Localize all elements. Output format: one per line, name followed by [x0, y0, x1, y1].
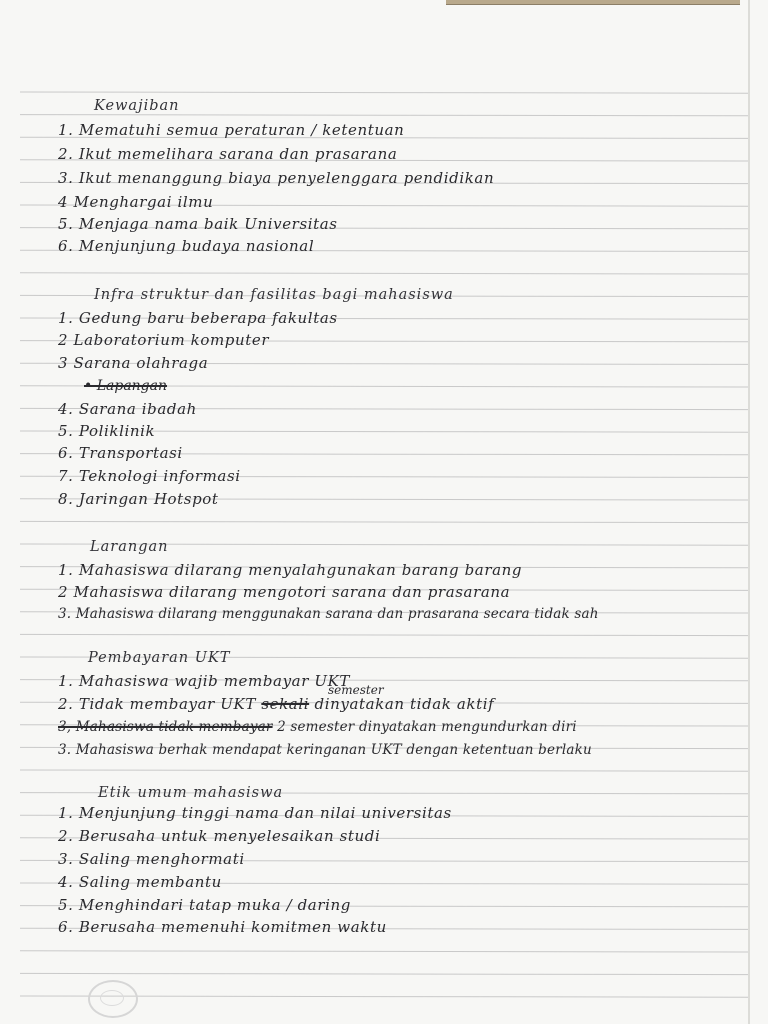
- section-title-etik: Etik umum mahasiswa: [98, 785, 284, 801]
- ruled-line: [20, 521, 748, 522]
- ruled-line: [20, 951, 748, 952]
- list-item: 3. Ikut menanggung biaya penyelenggara pendidikan: [58, 169, 495, 187]
- section-title-pembayaran: Pembayaran UKT: [88, 650, 231, 666]
- list-item: 3. Mahasiswa dilarang menggunakan sarana dan prasarana secara tidak sah: [58, 606, 599, 622]
- list-item: 1. Mahasiswa dilarang menyalahgunakan barang barang: [58, 561, 523, 579]
- list-item: 5. Menghindari tatap muka / daring: [58, 896, 351, 914]
- list-item: 3. Mahasiswa berhak mendapat keringanan UKT dengan ketentuan berlaku: [58, 742, 592, 758]
- list-item: 6. Berusaha memenuhi komitmen waktu: [58, 918, 387, 936]
- list-item: 3 Sarana olahraga: [58, 354, 209, 372]
- struck-note: • Lapangan: [84, 378, 168, 394]
- list-item: 3. Saling menghormati: [58, 850, 245, 868]
- list-item: 4 Menghargai ilmu: [58, 193, 214, 211]
- list-item: 7. Teknologi informasi: [58, 467, 241, 485]
- ruled-line: [20, 273, 748, 274]
- struck-list-item: [58, 717, 577, 737]
- list-item: 6. Transportasi: [58, 444, 183, 462]
- struck-word: sekali: [261, 695, 310, 713]
- section-title-larangan: Larangan: [90, 539, 169, 555]
- section-title-kewajiban: Kewajiban: [94, 98, 180, 114]
- ruled-line: [20, 92, 748, 93]
- list-item: 6. Menjunjung budaya nasional: [58, 237, 315, 255]
- list-item: [58, 694, 494, 714]
- ruled-line: [20, 973, 748, 974]
- list-item: 1. Menjunjung tinggi nama dan nilai universitas: [58, 804, 452, 822]
- list-item: 1. Mematuhi semua peraturan / ketentuan: [58, 121, 405, 139]
- ruled-line: [20, 634, 748, 635]
- ruled-line: [20, 770, 748, 771]
- section-title-infrastruktur: Infra struktur dan fasilitas bagi mahasiswa: [94, 287, 454, 303]
- list-item: 2. Berusaha untuk menyelesaikan studi: [58, 827, 381, 845]
- list-item: 2 Laboratorium komputer: [58, 331, 270, 349]
- list-item-text: 2. Tidak membayar UKT: [58, 695, 256, 713]
- list-item-suffix: 2 semester dinyatakan mengundurkan diri: [277, 719, 577, 735]
- list-item: 5. Menjaga nama baik Universitas: [58, 215, 338, 233]
- list-item: 5. Poliklinik: [58, 422, 156, 440]
- faint-stamp: [88, 980, 138, 1018]
- list-item: 1. Gedung baru beberapa fakultas: [58, 309, 338, 327]
- list-item: 8. Jaringan Hotspot: [58, 490, 219, 508]
- inserted-word: semester: [328, 683, 384, 697]
- list-item: 4. Saling membantu: [58, 873, 222, 891]
- list-item: 1. Mahasiswa wajib membayar UKT: [58, 672, 351, 690]
- list-item: 4. Sarana ibadah: [58, 400, 197, 418]
- struck-text: 3, Mahasiswa tidak membayar: [58, 719, 273, 735]
- list-item-suffix: dinyatakan tidak aktif: [314, 695, 495, 713]
- list-item: 2 Mahasiswa dilarang mengotori sarana dan prasarana: [58, 583, 511, 601]
- list-item: 2. Ikut memelihara sarana dan prasarana: [58, 145, 398, 163]
